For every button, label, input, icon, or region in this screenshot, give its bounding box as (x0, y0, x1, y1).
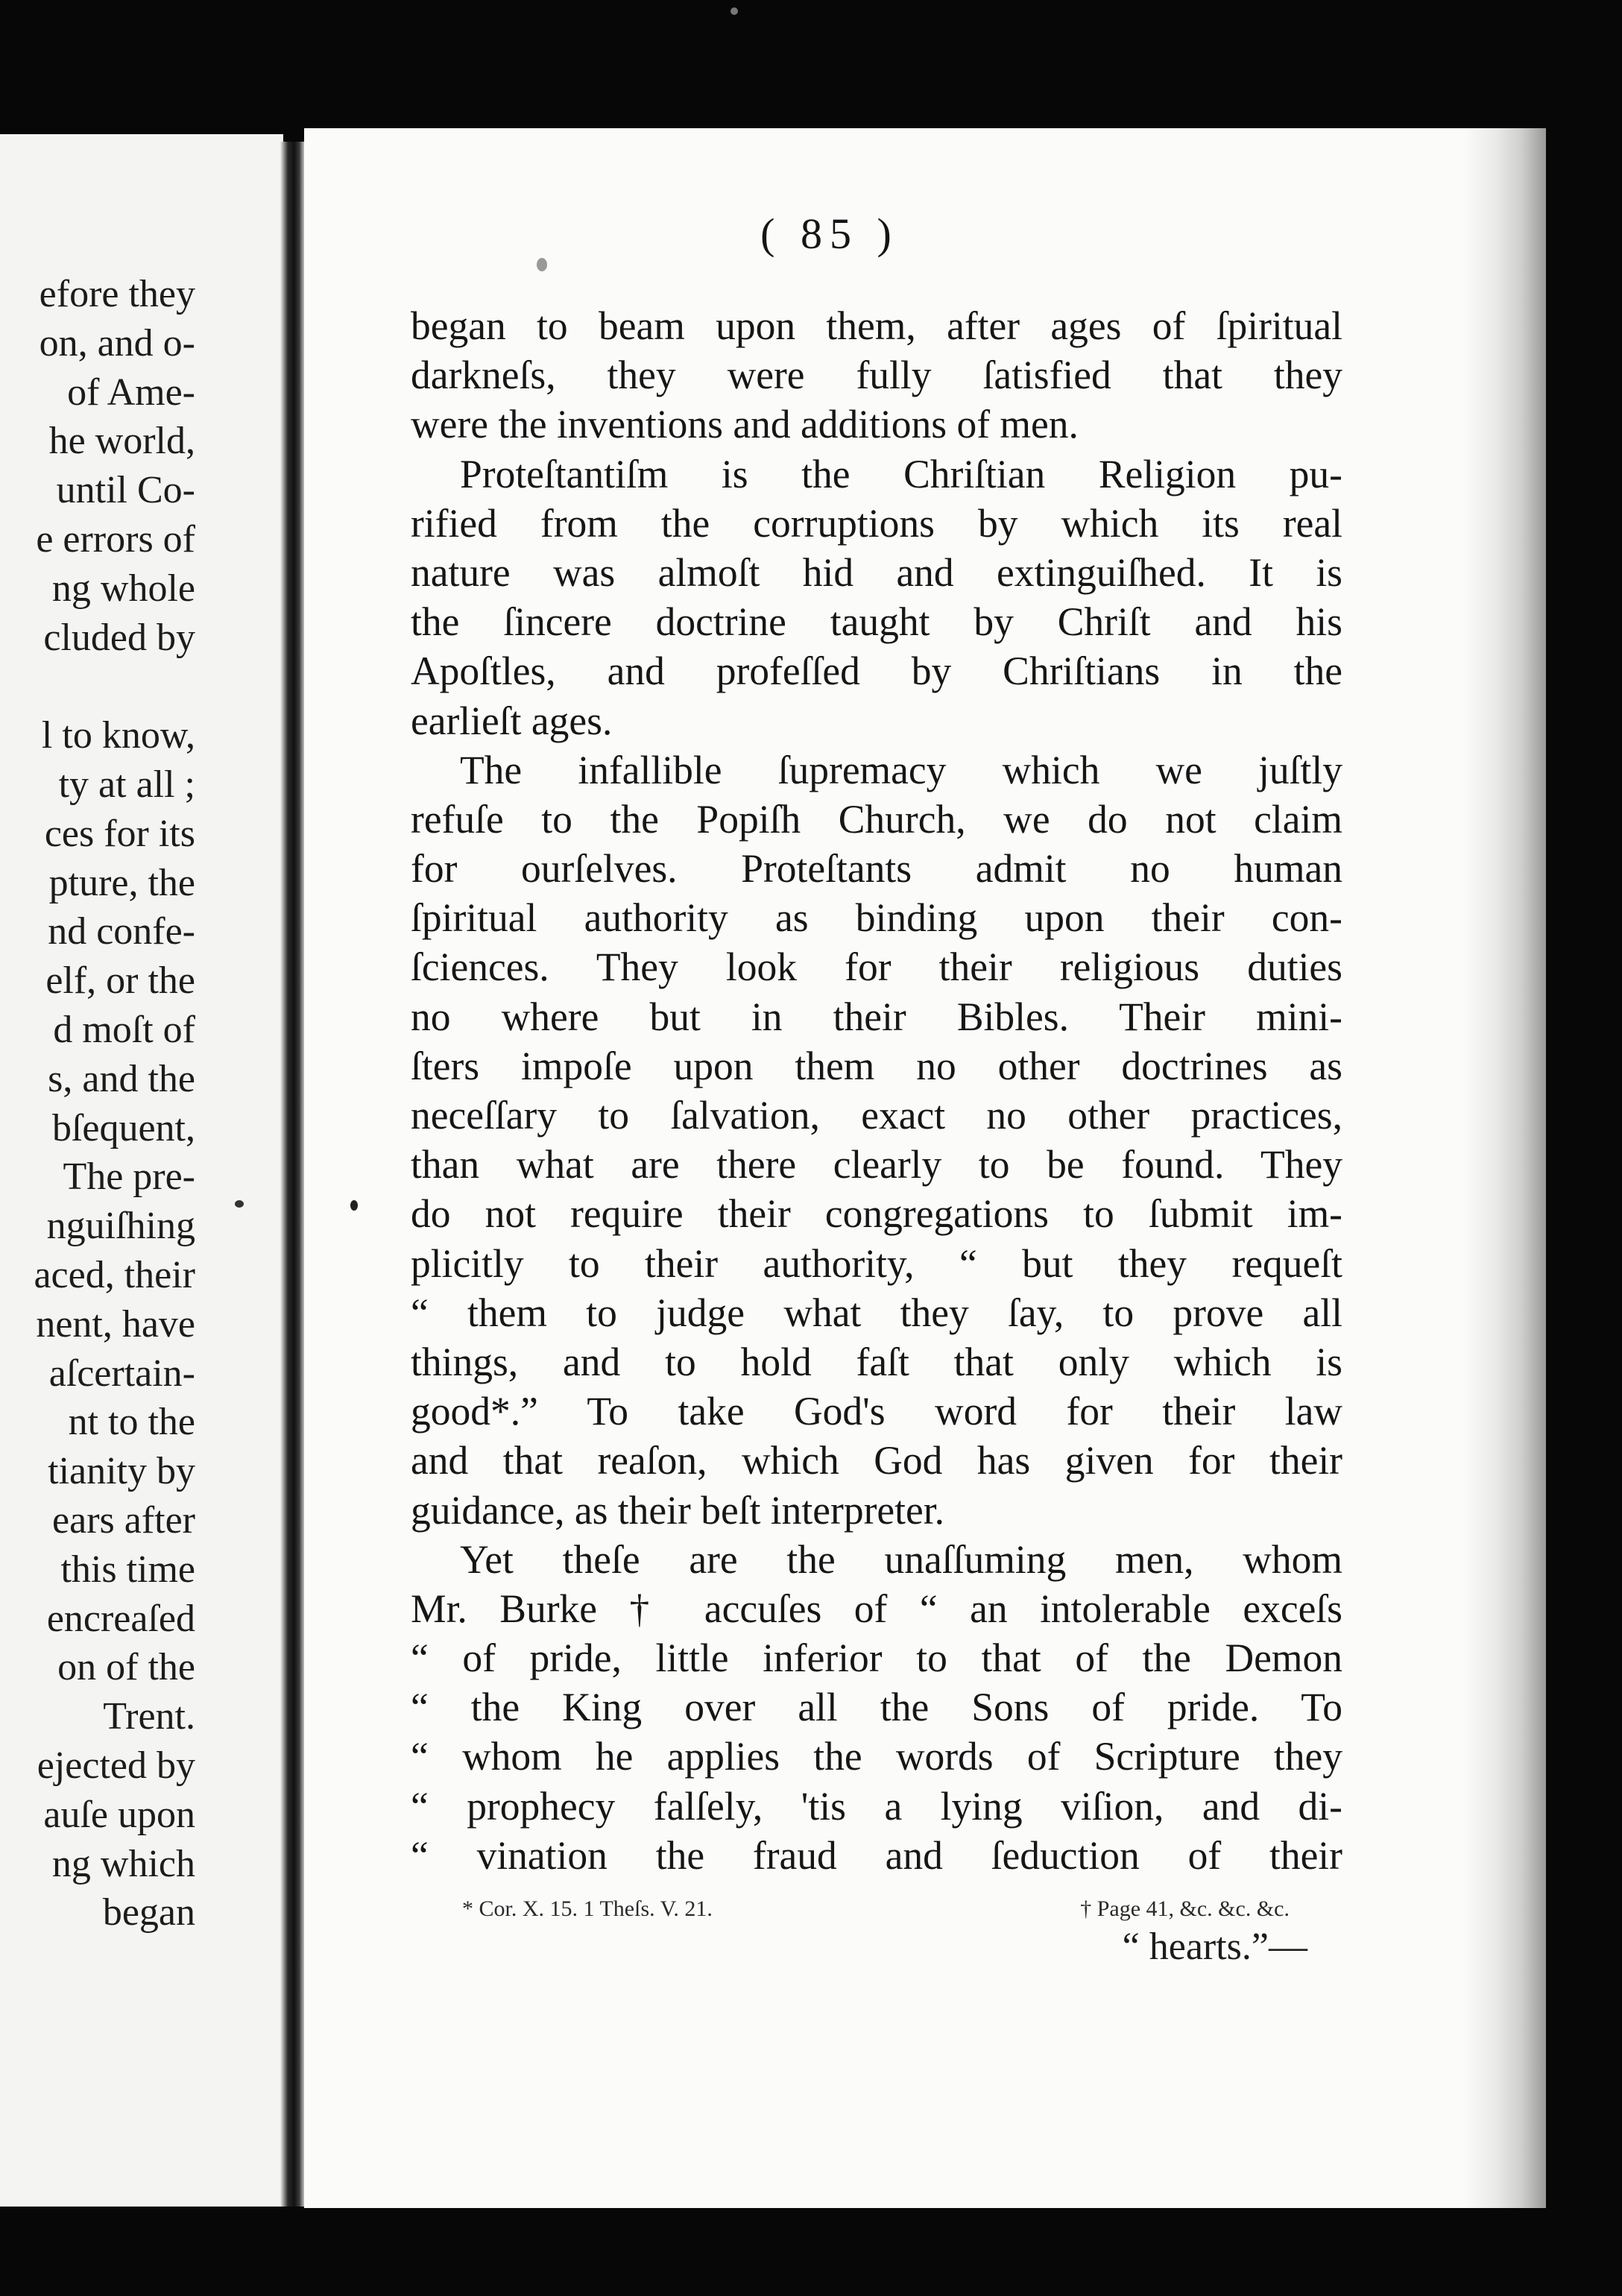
body-text-line: guidance, as their beſt interpreter. (411, 1487, 945, 1533)
scan-speck (730, 7, 738, 15)
left-page-line: aced, their (34, 1253, 195, 1296)
left-page-line (34, 662, 195, 711)
body-text-line: ſciences. They look for their religious duties (411, 944, 1342, 990)
body-text-line: “ them to judge what they ſay, to prove all (411, 1290, 1342, 1335)
left-page-line: nguiſhing (46, 1205, 195, 1248)
left-page-line: nt to the (68, 1401, 195, 1444)
main-body-text (411, 301, 1342, 1880)
left-page-line: began (102, 1891, 195, 1934)
body-text-line: “ of pride, little inferior to that of the Demon (411, 1636, 1342, 1681)
body-text-line: the ſincere doctrine taught by Chriſt and his (411, 599, 1342, 645)
left-page-line: this time (60, 1548, 195, 1591)
left-page-line: he world, (48, 420, 195, 463)
footnote-cor: * Cor. X. 15. 1 Theſs. V. 21. (462, 1896, 713, 1921)
left-page-line: ty at all ; (58, 763, 195, 806)
body-text-line: Mr. Burke † accuſes of “ an intolerable exceſs (411, 1586, 1342, 1631)
left-page-line: l to know, (41, 714, 195, 757)
book-gutter (280, 142, 306, 2207)
left-page-line: on, and o- (39, 321, 195, 365)
body-text-line: do not require their congregations to ſubmit im- (411, 1191, 1342, 1237)
left-page-line: aſcertain- (48, 1352, 195, 1395)
left-page-line: elf, or the (45, 959, 195, 1003)
left-page-line: ces for its (44, 812, 195, 855)
body-text-line: “ whom he applies the words of Scripture they (411, 1734, 1342, 1779)
body-text-line: ſpiritual authority as binding upon their con- (411, 895, 1342, 941)
left-page-line: ng which (51, 1842, 195, 1885)
body-text-line: darkneſs, they were fully ſatisfied that they (411, 353, 1342, 398)
left-page-line: ng whole (51, 567, 195, 610)
left-page-line: tianity by (48, 1450, 195, 1493)
body-text-line: earlieſt ages. (411, 698, 613, 743)
right-page (304, 128, 1546, 2208)
left-page-line: until Co- (56, 469, 195, 512)
left-page-line: on of the (57, 1646, 195, 1689)
body-text-line: began to beam upon them, after ages of ſpiritual (411, 303, 1342, 348)
body-text-line: things, and to hold faſt that only which is (411, 1339, 1342, 1384)
left-page-line: cluded by (43, 616, 195, 659)
page-edge-shadow (1464, 128, 1546, 2208)
scan-speck (350, 1200, 358, 1211)
left-page-line: efore they (39, 273, 195, 315)
left-page-line: ears after (52, 1498, 195, 1542)
body-text-line: rified from the corruptions by which its real (411, 500, 1342, 546)
body-text-line: and that reaſon, which God has given for their (411, 1438, 1342, 1483)
left-page-line: ejected by (37, 1744, 195, 1787)
left-page-line: d moſt of (53, 1008, 195, 1051)
body-text-line: “ prophecy falſely, 'tis a lying viſion, and di- (411, 1783, 1342, 1829)
body-text-line: good*.” To take God's word for their law (411, 1389, 1342, 1434)
scan-speck (235, 1200, 244, 1208)
left-page-line: of Ame- (67, 370, 195, 414)
left-facing-page (0, 134, 283, 2207)
body-text-line: Apoſtles, and profeſſed by Chriſtians in the (411, 649, 1342, 694)
left-page-line: bſequent, (51, 1106, 195, 1149)
scan-speck (537, 258, 547, 271)
left-page-line: Trent. (103, 1695, 195, 1738)
left-page-line: nd confe- (48, 910, 195, 953)
body-text-line: plicitly to their authority, “ but they requeſt (411, 1240, 1342, 1286)
body-text-line: than what are there clearly to be found. They (411, 1142, 1342, 1188)
body-text-line: refuſe to the Popiſh Church, we do not claim (411, 796, 1342, 842)
left-page-line: auſe upon (43, 1793, 195, 1836)
footnotes (462, 1896, 1290, 1922)
left-page-line: pture, the (48, 861, 195, 904)
body-text-line: Proteſtantiſm is the Chriſtian Religion pu- (460, 451, 1342, 496)
left-page-text (34, 270, 195, 1937)
body-text-line: Yet theſe are the unaſſuming men, whom (460, 1536, 1342, 1582)
body-text-line: “ the King over all the Sons of pride. To (411, 1685, 1342, 1730)
body-text-line: ſters impoſe upon them no other doctrines as (411, 1043, 1342, 1088)
page-number: ( 85 ) (760, 209, 899, 258)
left-page-line: The pre- (63, 1155, 195, 1199)
body-text-line: no where but in their Bibles. Their mini- (411, 994, 1342, 1039)
left-page-line: s, and the (48, 1057, 195, 1100)
left-page-line: encreaſed (46, 1597, 195, 1640)
body-text-line: were the inventions and additions of men. (411, 402, 1079, 447)
body-text-line: The infallible ſupremacy which we juſtly (460, 747, 1342, 792)
catchword: “ hearts.”— (1122, 1926, 1307, 1968)
footnote-page: † Page 41, &c. &c. &c. (1080, 1896, 1290, 1921)
body-text-line: neceſſary to ſalvation, exact no other practices, (411, 1093, 1342, 1138)
body-text-line: nature was almoſt hid and extinguiſhed. It is (411, 549, 1342, 595)
left-page-line: nent, have (36, 1302, 195, 1346)
body-text-line: “ vination the fraud and ſeduction of their (411, 1832, 1342, 1878)
left-page-line: e errors of (36, 517, 195, 561)
body-text-line: for ourſelves. Proteſtants admit no human (411, 846, 1342, 892)
